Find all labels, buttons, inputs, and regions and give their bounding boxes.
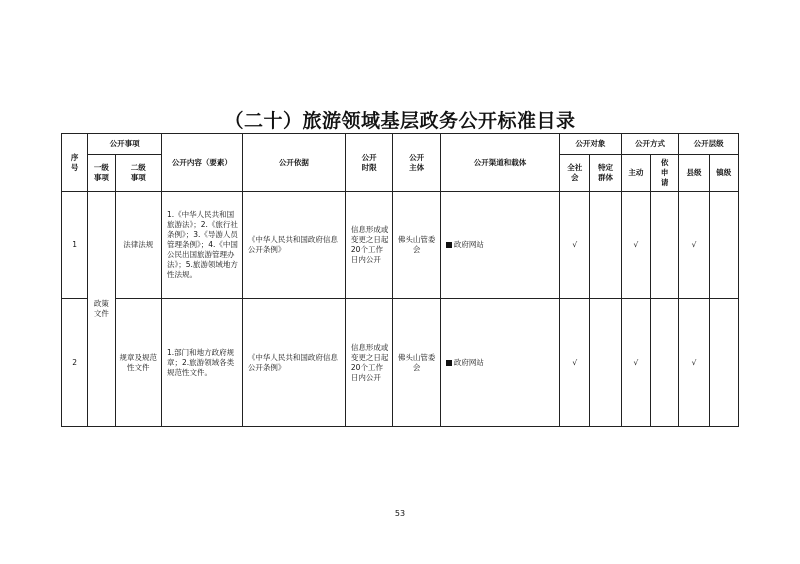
header-method-request: 依申请 bbox=[651, 155, 679, 192]
header-level-town: 镇级 bbox=[709, 155, 738, 192]
header-target-specific: 特定群体 bbox=[590, 155, 621, 192]
header-level2: 二级事项 bbox=[115, 155, 161, 192]
row-level2: 规章及规范性文件 bbox=[115, 299, 161, 427]
row-method-active: √ bbox=[621, 299, 650, 427]
row-level-town bbox=[709, 299, 738, 427]
row-subject: 佛头山管委会 bbox=[393, 299, 440, 427]
header-target: 公开对象 bbox=[560, 134, 622, 155]
row-target-specific bbox=[590, 192, 621, 299]
row-level1: 政策文件 bbox=[88, 192, 115, 427]
row-channel: 政府网站 bbox=[440, 299, 559, 427]
bullet-icon bbox=[446, 360, 452, 366]
header-level-county: 县级 bbox=[679, 155, 709, 192]
row-seq: 1 bbox=[62, 192, 88, 299]
bullet-icon bbox=[446, 242, 452, 248]
row-content: 1.《中华人民共和国旅游法》；2.《旅行社条例》；3.《导游人员管理条例》；4.《中国公民出国旅游管理办法》；5.旅游领域地方性法规。 bbox=[162, 192, 243, 299]
header-subject: 公开主体 bbox=[393, 134, 440, 192]
header-target-all: 全社会 bbox=[560, 155, 590, 192]
header-public-items: 公开事项 bbox=[88, 134, 162, 155]
row-level-county: √ bbox=[679, 299, 709, 427]
row-channel: 政府网站 bbox=[440, 192, 559, 299]
row-seq: 2 bbox=[62, 299, 88, 427]
page-number: 53 bbox=[394, 509, 406, 518]
header-method-active: 主动 bbox=[621, 155, 650, 192]
row-level-county: √ bbox=[679, 192, 709, 299]
row-level2: 法律法规 bbox=[115, 192, 161, 299]
row-basis: 《中华人民共和国政府信息公开条例》 bbox=[242, 299, 345, 427]
row-time-limit: 信息形成或变更之日起20个工作日内公开 bbox=[345, 299, 392, 427]
table-row bbox=[62, 299, 739, 427]
row-subject: 佛头山管委会 bbox=[393, 192, 440, 299]
table-row bbox=[62, 192, 739, 299]
row-target-all: √ bbox=[560, 192, 590, 299]
row-level-town bbox=[709, 192, 738, 299]
row-time-limit: 信息形成或变更之日起20个工作日内公开 bbox=[345, 192, 392, 299]
row-method-active: √ bbox=[621, 192, 650, 299]
row-basis: 《中华人民共和国政府信息公开条例》 bbox=[242, 192, 345, 299]
header-level: 公开层级 bbox=[679, 134, 739, 155]
header-content: 公开内容（要素） bbox=[162, 134, 243, 192]
header-channel: 公开渠道和载体 bbox=[440, 134, 559, 192]
header-basis: 公开依据 bbox=[242, 134, 345, 192]
row-target-specific bbox=[590, 299, 621, 427]
row-method-request bbox=[651, 299, 679, 427]
header-seq: 序号 bbox=[62, 134, 88, 192]
row-content: 1.部门和地方政府规章；2.旅游领域各类规范性文件。 bbox=[162, 299, 243, 427]
page-title: （二十）旅游领域基层政务公开标准目录 bbox=[224, 110, 576, 132]
header-time-limit: 公开时限 bbox=[345, 134, 392, 192]
header-level1: 一级事项 bbox=[88, 155, 115, 192]
row-method-request bbox=[651, 192, 679, 299]
header-method: 公开方式 bbox=[621, 134, 679, 155]
row-target-all: √ bbox=[560, 299, 590, 427]
catalog-table bbox=[61, 133, 739, 427]
